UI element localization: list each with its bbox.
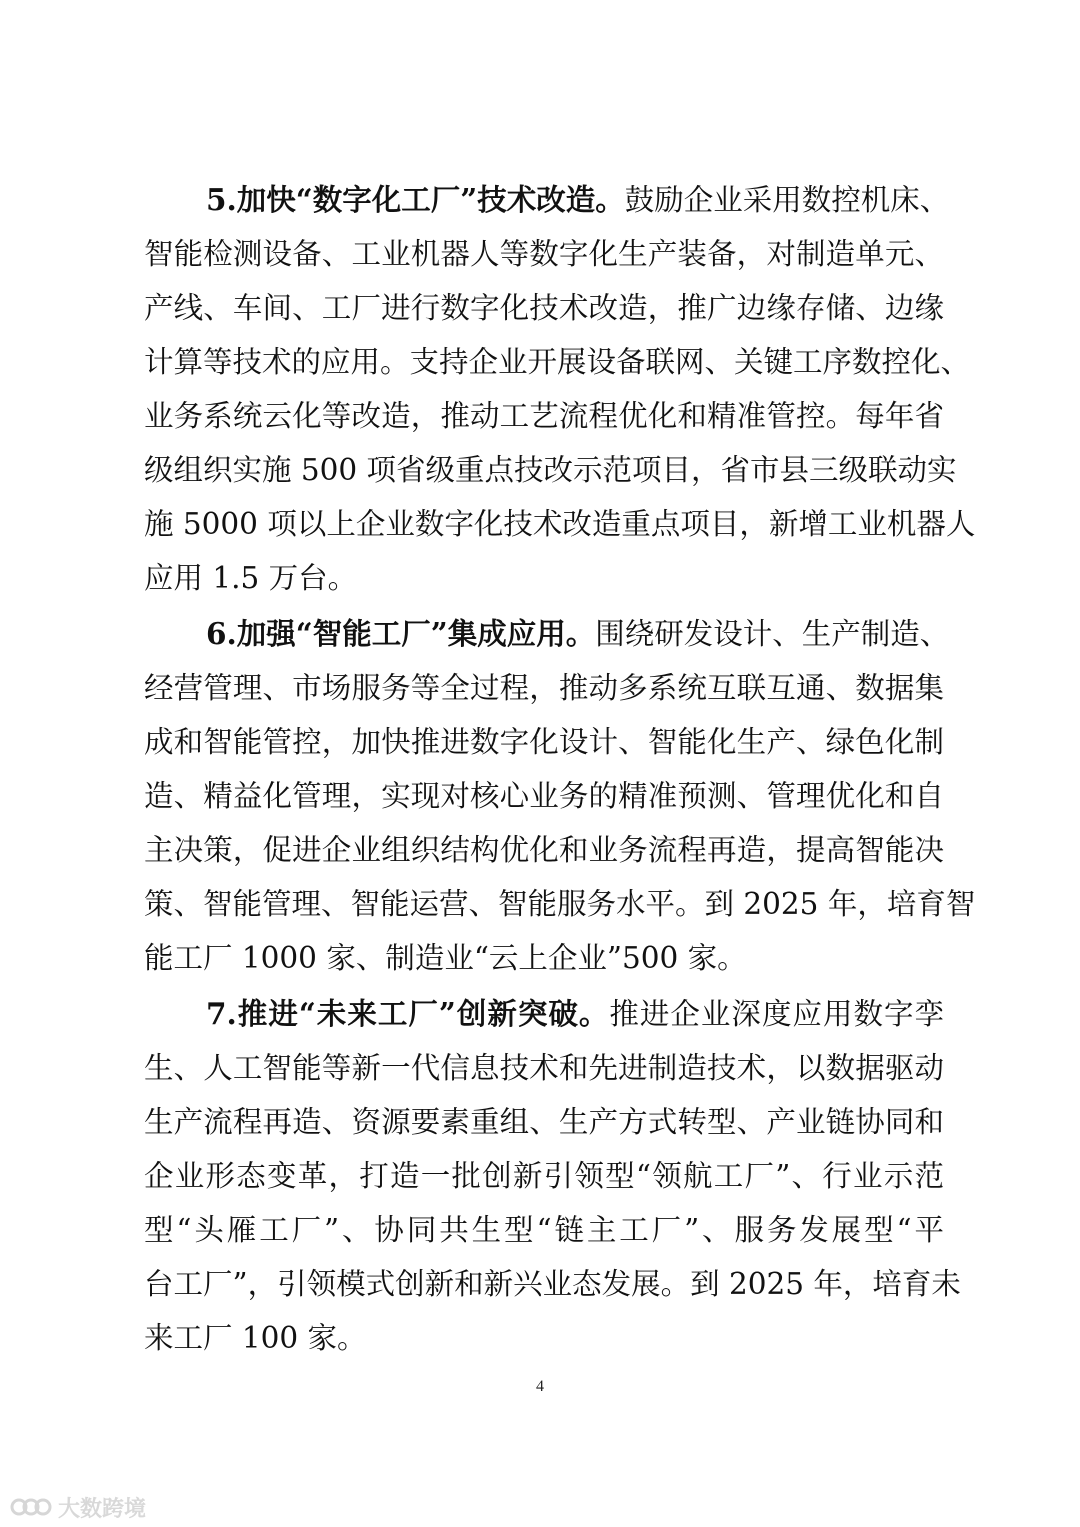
paragraph-line: 生产流程再造、资源要素重组、生产方式转型、产业链协同和 [144, 1105, 944, 1139]
paragraph-line: 造、精益化管理，实现对核心业务的精准预测、管理优化和自 [144, 779, 944, 813]
section-heading: 7.推进“未来工厂”创新突破。 [206, 996, 610, 1031]
paragraph-line: 型“头雁工厂”、协同共生型“链主工厂”、服务发展型“平 [144, 1213, 944, 1247]
paragraph-line: 业务系统云化等改造，推动工艺流程优化和精准管控。每年省 [144, 399, 944, 433]
paragraph-line: 级组织实施 500 项省级重点技改示范项目，省市县三级联动实 [144, 453, 957, 487]
page-number: 4 [536, 1378, 544, 1395]
paragraph-line: 应用 1.5 万台。 [144, 561, 358, 595]
paragraph-line: 智能检测设备、工业机器人等数字化生产装备，对制造单元、 [144, 237, 944, 271]
paragraph-line [206, 612, 950, 656]
paragraph-line: 台工厂”，引领模式创新和新兴业态发展。到 2025 年，培育未 [144, 1267, 961, 1301]
paragraph-line [206, 992, 944, 1036]
paragraph-line: 来工厂 100 家。 [144, 1321, 367, 1355]
line-text: 鼓励企业采用数控机床、 [624, 183, 950, 217]
line-text: 推进企业深度应用数字孪 [609, 997, 944, 1031]
paragraph-line: 企业形态变革，打造一批创新引领型“领航工厂”、行业示范 [144, 1159, 944, 1193]
watermark-text: 大数跨境 [58, 1496, 147, 1522]
line-text: 围绕研发设计、生产制造、 [595, 617, 950, 651]
paragraph-line [206, 178, 950, 222]
paragraph-line: 主决策，促进企业组织结构优化和业务流程再造，提高智能决 [144, 833, 944, 867]
section-heading: 5.加快“数字化工厂”技术改造。 [206, 182, 625, 217]
paragraph-line: 策、智能管理、智能运营、智能服务水平。到 2025 年，培育智 [144, 887, 976, 921]
watermark-logo-icon [10, 1496, 52, 1518]
paragraph-line: 成和智能管控，加快推进数字化设计、智能化生产、绿色化制 [144, 725, 944, 759]
paragraph-line: 施 5000 项以上企业数字化技术改造重点项目，新增工业机器人 [144, 507, 976, 541]
paragraph-line: 计算等技术的应用。支持企业开展设备联网、关键工序数控化、 [144, 345, 971, 379]
paragraph-line: 产线、车间、工厂进行数字化技术改造，推广边缘存储、边缘 [144, 291, 944, 325]
paragraph-line: 生、人工智能等新一代信息技术和先进制造技术，以数据驱动 [144, 1051, 944, 1085]
section-heading: 6.加强“智能工厂”集成应用。 [206, 616, 596, 651]
watermark [10, 1494, 146, 1520]
paragraph-line: 经营管理、市场服务等全过程，推动多系统互联互通、数据集 [144, 671, 944, 705]
paragraph-line: 能工厂 1000 家、制造业“云上企业”500 家。 [144, 941, 747, 975]
